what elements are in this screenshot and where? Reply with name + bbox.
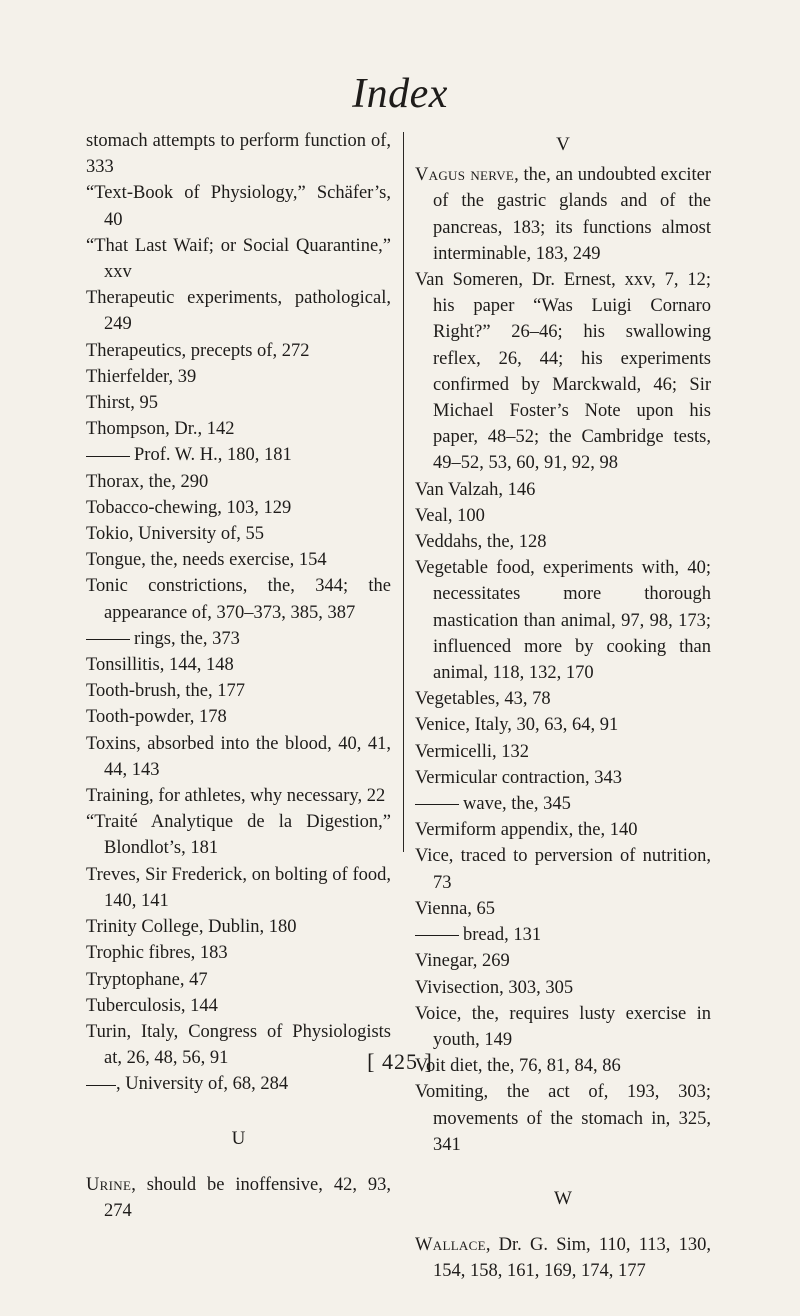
repeat-dash [86,639,130,640]
index-entry [86,809,391,861]
column-divider [403,132,404,852]
entry-text: Tooth-powder, 178 [86,707,227,728]
entry-text: rings, the, 373 [134,628,240,649]
index-subentry [86,1071,391,1097]
index-entry [86,128,391,180]
index-subentry [415,922,711,948]
index-entry [415,896,711,922]
entry-text: stomach attempts to perform function of, 333 [86,131,391,178]
index-entry [86,495,391,521]
entry-text: Thirst, 95 [86,393,158,414]
entry-text: Van Someren, Dr. Ernest, xxv, 7, 12; his paper “Was Luigi Cornaro Right?” 26–46; his swallowing reflex, 26, 44; his experiments confirmed by Marckwald, 46; Sir Michael Foster’s Note upon his paper, 48–52; the Cambridge tests, 49–52, 53, 60, 91, 92, 98 [415,270,711,474]
index-entry [86,862,391,914]
right-column [415,128,711,1285]
entry-text: Vegetables, 43, 78 [415,689,551,710]
entries-u [86,1172,391,1224]
index-entry [86,652,391,678]
entry-text: Van Valzah, 146 [415,479,536,500]
index-entry [415,1001,711,1053]
letter-heading-u: U [231,1127,246,1149]
index-entry [86,678,391,704]
index-entry [415,529,711,555]
entry-text: “Traité Analytique de la Digestion,” Blondlot’s, 181 [86,812,391,859]
index-entry [415,267,711,477]
entry-text: Venice, Italy, 30, 63, 64, 91 [415,715,619,736]
entry-text: Trinity College, Dublin, 180 [86,917,297,938]
entry-text: Vienna, 65 [415,898,496,919]
entry-text: “That Last Waif; or Social Quarantine,” xxv [86,235,391,283]
index-entry [415,843,711,895]
entry-text: , Dr. G. Sim, 110, 113, 130, 154, 158, 161, 169, 174, 177 [433,1235,711,1282]
entry-text: Tongue, the, needs exercise, 154 [86,550,327,571]
repeat-dash [415,804,459,805]
entry-text: Thompson, Dr., 142 [86,419,235,440]
entry-head: Urine [86,1174,132,1195]
index-entry [415,477,711,503]
entry-text: Vomiting, the act of, 193, 303; movements of the stomach in, 325, 341 [415,1082,711,1155]
index-entry [415,1232,711,1284]
entry-text: Thierfelder, 39 [86,366,197,387]
page-number: [ 425 ] [367,1049,433,1074]
index-entry [86,940,391,966]
index-entry [86,180,391,232]
entry-text: Vivisection, 303, 305 [415,977,574,998]
entry-text: bread, 131 [463,925,542,946]
index-subentry [86,626,391,652]
entry-text: , University of, 68, 284 [116,1074,289,1095]
index-entry [415,686,711,712]
entry-text: Tooth-brush, the, 177 [86,681,246,702]
index-entry [415,948,711,974]
index-entry [86,390,391,416]
entry-head: Wallace [415,1235,486,1256]
entry-text: Tobacco-chewing, 103, 129 [86,497,292,518]
entry-text: Tonic constrictions, the, 344; the appearance of, 370–373, 385, 387 [86,576,391,623]
index-entry [415,1079,711,1158]
entries-w [415,1232,711,1284]
entry-text: Toxins, absorbed into the blood, 40, 41, 44, 143 [86,733,391,780]
index-entry [415,503,711,529]
entry-text: Vermiform appendix, the, 140 [415,820,638,841]
entry-text: wave, the, 345 [463,794,571,815]
index-entry [86,783,391,809]
repeat-dash [86,456,130,457]
repeat-dash [86,1085,116,1086]
index-subentry [86,442,391,468]
letter-heading-v: V [556,134,570,155]
entries-v [415,267,711,1158]
entry-text: Vinegar, 269 [415,951,510,972]
index-entry [86,1172,391,1224]
entry-text: Veal, 100 [415,505,485,526]
index-entry [86,547,391,573]
entry-text: Voit diet, the, 76, 81, 84, 86 [415,1056,621,1077]
index-entry [415,739,711,765]
index-entry [86,416,391,442]
index-entry [86,364,391,390]
entry-text: , should be inoffensive, 42, 93, 274 [104,1174,391,1221]
index-entry [86,233,391,285]
index-entry [415,765,711,791]
index-entry [86,338,391,364]
repeat-dash [415,935,459,936]
index-entry [415,975,711,1001]
entry-head: Vagus nerve [415,165,515,186]
entry-text: Therapeutics, precepts of, 272 [86,340,310,361]
index-entry [415,817,711,843]
entry-text: “Text-Book of Physiology,” Schäfer’s, 40 [86,183,391,230]
entry-text: Turin, Italy, Congress of Physiologists at, 26, 48, 56, 91 [86,1021,391,1069]
index-entry [86,967,391,993]
index-entry [86,521,391,547]
entry-text: Prof. W. H., 180, 181 [134,445,292,466]
index-entry [86,573,391,625]
entry-text: Treves, Sir Frederick, on bolting of food, 140, 141 [86,864,391,911]
entry-text: Trophic fibres, 183 [86,943,228,964]
entry-text: Vice, traced to perversion of nutrition, 73 [415,846,711,893]
index-entry [86,731,391,783]
page-title: Index [352,71,448,117]
entry-text: Vermicelli, 132 [415,741,530,762]
index-entry [415,712,711,738]
entry-text: Tonsillitis, 144, 148 [86,655,234,676]
entry-text: Voice, the, requires lusty exercise in youth, 149 [415,1003,711,1050]
index-entry [415,162,711,267]
entry-text: Therapeutic experiments, pathological, 249 [86,288,391,335]
entry-text: , the, an undoubted exciter of the gastric glands and of the pancreas, 183; its functions almost interminable, 183, 249 [433,165,711,264]
index-entry [86,285,391,337]
index-entry [86,914,391,940]
entry-text: Tryptophane, 47 [86,969,208,990]
entry-text: Tuberculosis, 144 [86,995,218,1016]
entry-text: Thorax, the, 290 [86,471,209,492]
index-entry [86,469,391,495]
entry-text: Vermicular contraction, 343 [415,767,623,788]
entry-text: Vegetable food, experiments with, 40; necessitates more thorough mastication than animal, 97, 98, 173; influenced more by cooking than animal, 118, 132, 170 [415,558,711,684]
entry-text: Veddahs, the, 128 [415,532,547,553]
index-entry [86,704,391,730]
index-entry [86,993,391,1019]
entries-s [86,128,391,1098]
letter-heading-w: W [554,1187,572,1209]
index-entry [415,555,711,686]
index-subentry [415,791,711,817]
entry-text: Training, for athletes, why necessary, 22 [86,786,386,807]
entry-text: Tokio, University of, 55 [86,524,265,545]
